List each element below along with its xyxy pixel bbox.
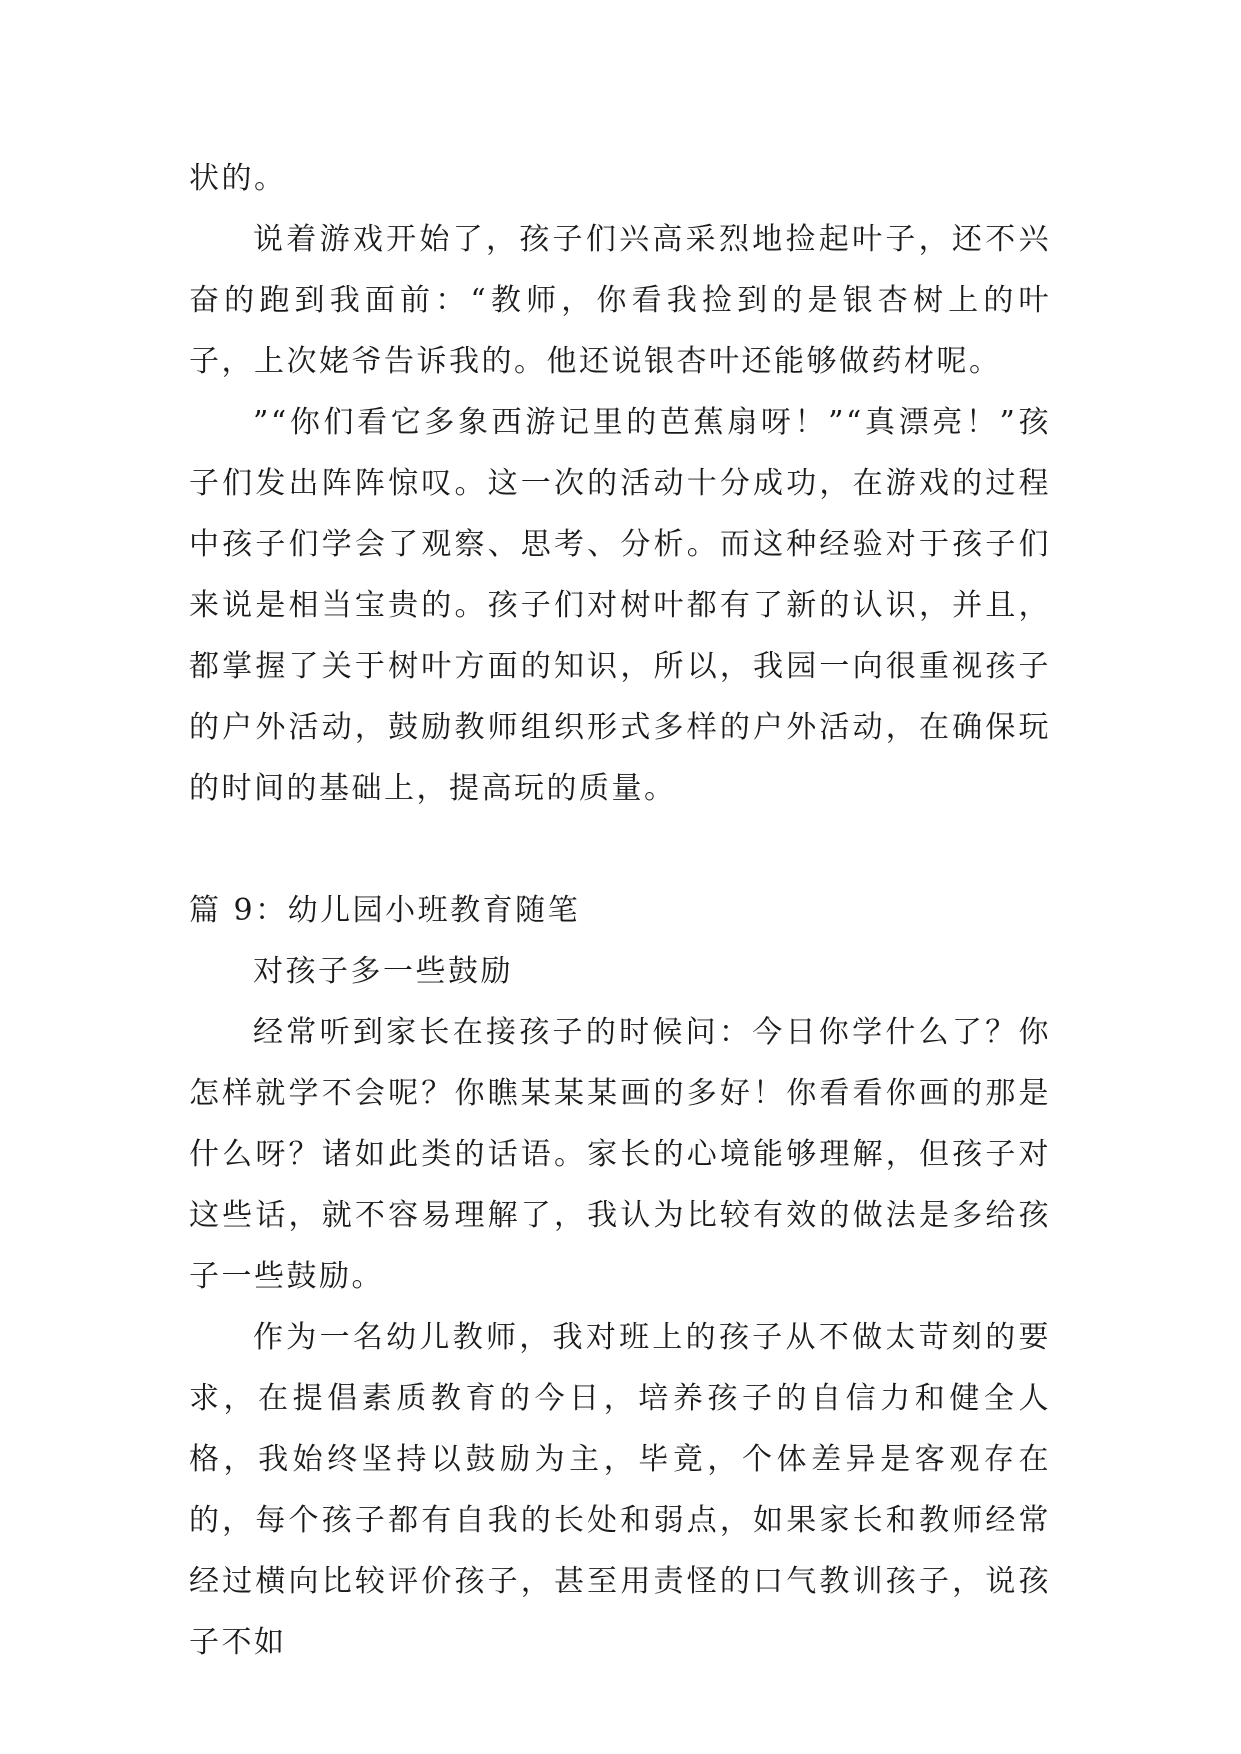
- section-heading: 篇 9：幼儿园小班教育随笔: [189, 893, 581, 928]
- paragraph-continuation: 状的。: [189, 161, 287, 196]
- paragraph-teacher-encouragement: 作为一名幼儿教师，我对班上的孩子从不做太苛刻的要求，在提倡素质教育的今日，培养孩子的自信力和健全人格，我始终坚持以鼓励为主，毕竟，个体差异是客观存在的，每个孩子都有自我的长处和弱点，如果家长和教师经常经过横向比较评价孩子，甚至用责怪的口气教训孩子，说孩子不如: [189, 1320, 1051, 1660]
- document-body: [189, 148, 1051, 1673]
- section-subtitle: 对孩子多一些鼓励: [253, 954, 513, 989]
- paragraph-activity-summary: ”“你们看它多象西游记里的芭蕉扇呀！”“真漂亮！”孩子们发出阵阵惊叹。这一次的活动十分成功，在游戏的过程中孩子们学会了观察、思考、分析。而这种经验对于孩子们来说是相当宝贵的。孩子们对树叶都有了新的认识，并且，都掌握了关于树叶方面的知识，所以，我园一向很重视孩子的户外活动，鼓励教师组织形式多样的户外活动，在确保玩的时间的基础上，提高玩的质量。: [189, 405, 1051, 806]
- section-spacer: [189, 819, 1051, 880]
- paragraph-parents-questions: 经常听到家长在接孩子的时候问：今日你学什么了？你怎样就学不会呢？你瞧某某某画的多好！你看看你画的那是什么呀？诸如此类的话语。家长的心境能够理解，但孩子对这些话，就不容易理解了，我认为比较有效的做法是多给孩子一些鼓励。: [189, 1015, 1051, 1294]
- paragraph-game-start: 说着游戏开始了，孩子们兴高采烈地捡起叶子，还不兴奋的跑到我面前：“教师，你看我捡到的是银杏树上的叶子，上次姥爷告诉我的。他还说银杏叶还能够做药材呢。: [189, 222, 1051, 379]
